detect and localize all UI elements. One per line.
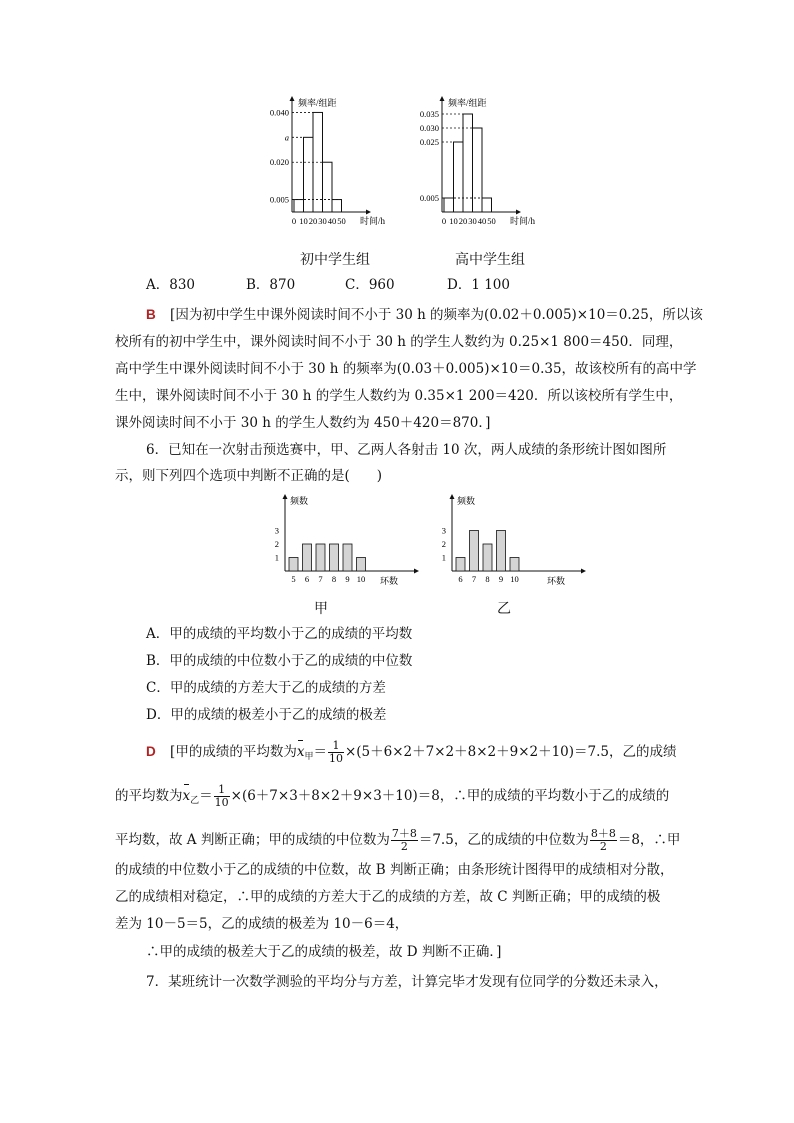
y-tick-label: 2 xyxy=(274,539,279,549)
x-tick-label: 7 xyxy=(471,574,477,584)
y-tick-label: 0.020 xyxy=(269,157,289,168)
histogram-bar xyxy=(444,198,454,212)
q6-stem-2: 示，则下列四个选项中判断不正确的是( ) xyxy=(115,468,383,484)
x-axis-label: 环数 xyxy=(380,576,399,586)
q6-exp-2a: 的平均数为 xyxy=(115,788,183,804)
q7-stem-1: 7．某班统计一次数学测验的平均分与方差，计算完毕才发现有位同学的分数还未录入， xyxy=(146,974,668,990)
q5-explanation-5: 课外阅读时间不小于 30 h 的学生人数约为 450＋420＝870．] xyxy=(115,415,491,431)
q6-explanation-4: 的成绩的中位数小于乙的成绩的中位数，故 B 判断正确；由条形统计图得甲的成绩相对分散， xyxy=(115,862,674,878)
histogram-senior-svg xyxy=(412,94,562,244)
q5-exp-text-1: [因为初中学生中课外阅读时间不小于 30 h 的频率为(0.02＋0.005)×10＝0.25，所以该 xyxy=(170,307,703,323)
fraction-1-10-a: $\frac{1}{10}$ xyxy=(328,739,343,765)
mean-jia-symbol: x xyxy=(296,744,305,760)
x-tick-label: 30 xyxy=(318,216,327,226)
mean-jia-subscript: 甲 xyxy=(304,752,314,762)
bar xyxy=(357,558,366,572)
x-axis-arrow xyxy=(366,210,371,215)
bar xyxy=(497,531,506,572)
histogram-junior xyxy=(262,94,412,244)
y-tick-label: 3 xyxy=(441,525,446,536)
y-axis-arrow xyxy=(283,494,288,499)
bar-chart-yi xyxy=(432,492,592,592)
q5-explanation-3: 高中学生中课外阅读时间不小于 30 h 的频率为(0.03＋0.005)×10＝0.35，故该校所有的高中学 xyxy=(115,361,697,377)
histogram-bar xyxy=(463,114,473,212)
x-tick-label: 7 xyxy=(318,574,323,584)
q5-option-a: A．830 xyxy=(146,277,196,293)
y-axis-label: 频数 xyxy=(457,496,476,506)
q6-option-d: D．甲的成绩的极差小于乙的成绩的极差 xyxy=(146,707,387,723)
x-tick-label: 10 xyxy=(299,216,308,226)
x-tick-label: 40 xyxy=(477,216,487,226)
q6-stem-1: 6．已知在一次射击预选赛中，甲、乙两人各射击 10 次，两人成绩的条形统计图如图所 xyxy=(146,442,667,458)
y-tick-label: 3 xyxy=(274,525,279,536)
fraction-median-yi: $\frac{8+8}{2}$ xyxy=(590,827,616,853)
histogram-bar xyxy=(304,137,314,212)
y-tick-label: 0.030 xyxy=(419,123,439,133)
y-axis-arrow xyxy=(440,96,445,101)
y-axis-arrow xyxy=(290,96,295,101)
bar xyxy=(316,544,325,571)
x-tick-label: 30 xyxy=(468,216,477,226)
q5-explanation-4: 生中，课外阅读时间不小于 30 h 的学生人数约为 0.35×1 200＝420．所以该校所有学生中， xyxy=(115,388,683,404)
q5-option-c: C．960 xyxy=(345,277,395,293)
q6-option-a: A．甲的成绩的平均数小于乙的成绩的平均数 xyxy=(146,626,413,642)
x-tick-label: 10 xyxy=(510,574,519,584)
bar-chart-jia-svg xyxy=(265,492,425,592)
x-axis-label: 时间/h xyxy=(510,216,536,226)
x-tick-label: 9 xyxy=(498,574,504,584)
bar-chart-jia xyxy=(265,492,425,592)
q6-eq-1: ＝ xyxy=(313,744,327,760)
x-tick-label: 40 xyxy=(327,216,337,226)
q6-explanation-1 xyxy=(146,740,677,767)
fraction-median-jia: $\frac{7+8}{2}$ xyxy=(391,827,417,853)
x-axis-arrow xyxy=(414,569,419,574)
histogram-bar xyxy=(294,200,304,212)
x-tick-label: 6 xyxy=(458,574,463,584)
q6-explanation-2 xyxy=(115,784,669,811)
y-tick-label: 2 xyxy=(441,539,446,549)
q6-exp-1b: ×(5＋6×2＋7×2＋8×2＋9×2＋10)＝7.5，乙的成绩 xyxy=(344,744,677,760)
y-tick-label: 0.005 xyxy=(269,194,289,205)
q6-exp-2b: ×(6＋7×3＋8×2＋9×3＋10)＝8，∴甲的成绩的平均数小于乙的成绩的 xyxy=(230,788,670,804)
q5-answer-letter: B xyxy=(146,307,156,322)
histogram-junior-svg xyxy=(262,94,412,244)
bar-chart-jia-title: 甲 xyxy=(314,601,328,617)
bar xyxy=(510,558,519,572)
y-tick-label: 1 xyxy=(441,552,446,563)
q6-answer-letter: D xyxy=(146,744,156,759)
x-tick-label: 5 xyxy=(291,574,296,584)
x-tick-label: 50 xyxy=(337,216,346,226)
x-tick-label: 8 xyxy=(331,574,337,584)
x-axis-label: 时间/h xyxy=(360,216,386,226)
histogram-bar xyxy=(473,128,483,212)
histogram-bar xyxy=(454,142,464,212)
q6-exp-3c: ＝8，∴甲 xyxy=(617,832,681,848)
y-tick-label: 1 xyxy=(274,552,279,563)
x-tick-label: 0 xyxy=(441,216,447,226)
bar-chart-yi-svg xyxy=(432,492,592,592)
y-axis-label: 频率/组距 xyxy=(448,98,487,108)
x-tick-label: 20 xyxy=(458,216,468,226)
q6-exp-3a: 平均数，故 A 判断正确；甲的成绩的中位数为 xyxy=(115,832,390,848)
y-axis-label: 频数 xyxy=(290,496,309,506)
bar-chart-yi-title: 乙 xyxy=(497,601,511,617)
x-axis-arrow xyxy=(581,569,586,574)
q6-exp-3b: ＝7.5，乙的成绩的中位数为 xyxy=(418,832,589,848)
bar xyxy=(456,558,465,572)
x-tick-label: 20 xyxy=(308,216,318,226)
bar xyxy=(330,544,339,571)
y-tick-label: 0.005 xyxy=(419,193,439,203)
x-tick-label: 0 xyxy=(291,216,297,226)
q5-explanation-2: 校所有的初中学生中，课外阅读时间不小于 30 h 的学生人数约为 0.25×1 800＝450．同理， xyxy=(115,334,683,350)
mean-yi-symbol: x xyxy=(182,788,191,804)
x-tick-label: 9 xyxy=(345,574,350,584)
q5-option-d: D．1 100 xyxy=(447,277,510,293)
x-tick-label: 8 xyxy=(485,574,490,584)
histogram-senior xyxy=(412,94,562,244)
y-tick-label: 0.025 xyxy=(419,137,439,147)
q6-explanation-6: 差为 10－5＝5，乙的成绩的极差为 10－6＝4， xyxy=(115,916,409,932)
q5-explanation-1 xyxy=(146,305,703,325)
mean-yi-subscript: 乙 xyxy=(190,796,200,806)
bar xyxy=(289,558,298,572)
x-axis-label: 环数 xyxy=(547,576,566,586)
x-tick-label: 6 xyxy=(304,574,310,584)
q6-option-c: C．甲的成绩的方差大于乙的成绩的方差 xyxy=(146,680,386,696)
q6-explanation-7: ∴甲的成绩的极差大于乙的成绩的极差，故 D 判断不正确．] xyxy=(146,944,502,960)
histogram-bar xyxy=(332,200,342,212)
bar xyxy=(483,544,492,571)
x-tick-label: 50 xyxy=(487,216,496,226)
y-axis-arrow xyxy=(450,494,455,499)
y-axis-label: 频率/组距 xyxy=(298,98,337,108)
q6-eq-2: ＝ xyxy=(199,788,213,804)
bar xyxy=(343,544,352,571)
x-axis-arrow xyxy=(516,210,521,215)
fraction-1-10-b: $\frac{1}{10}$ xyxy=(214,783,229,809)
histogram-junior-caption: 初中学生组 xyxy=(300,252,370,268)
y-tick-label: 0.035 xyxy=(419,109,439,119)
histogram-senior-caption: 高中学生组 xyxy=(455,252,525,268)
q6-explanation-3 xyxy=(115,828,680,853)
q6-explanation-5: 乙的成绩相对稳定，∴甲的成绩的方差大于乙的成绩的方差，故 C 判断正确；甲的成绩的极 xyxy=(115,889,661,905)
q6-exp-1a: [甲的成绩的平均数为 xyxy=(170,744,297,760)
y-tick-label: a xyxy=(284,132,289,143)
q6-option-b: B．甲的成绩的中位数小于乙的成绩的中位数 xyxy=(146,653,413,669)
histogram-bar xyxy=(323,162,333,212)
x-tick-label: 10 xyxy=(449,216,458,226)
q5-option-b: B．870 xyxy=(246,277,296,293)
y-tick-label: 0.040 xyxy=(269,107,289,118)
histogram-bar xyxy=(482,198,492,212)
x-tick-label: 10 xyxy=(356,574,366,584)
bar xyxy=(470,531,479,572)
bar xyxy=(303,544,312,571)
